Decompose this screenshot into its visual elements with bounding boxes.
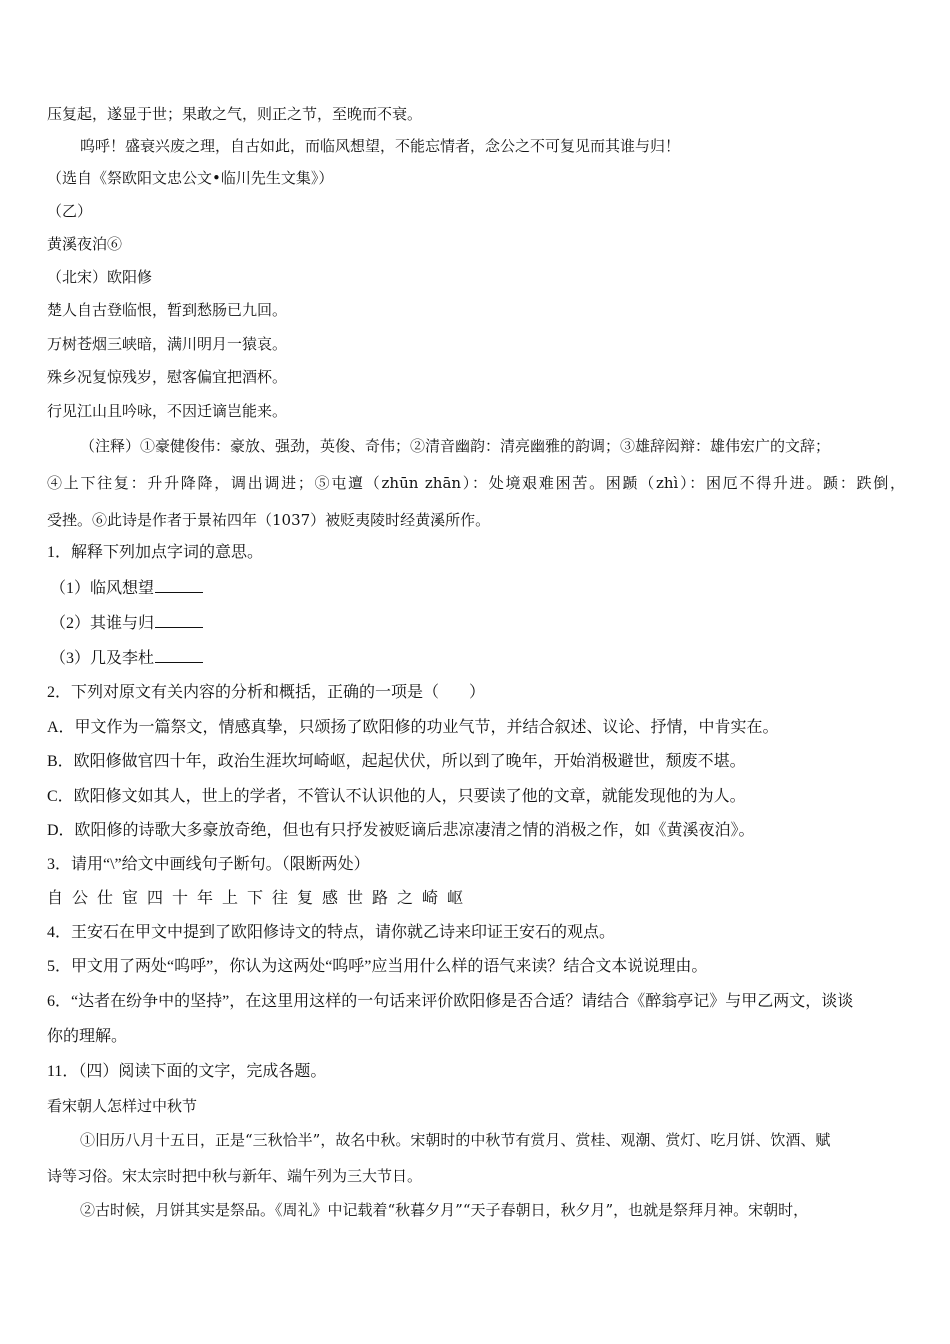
question-1-item: （2）其谁与归 [50,613,203,634]
poem-author: （北宋）欧阳修 [47,268,153,286]
passage-jia-source: （选自《祭欧阳文忠公文•临川先生文集》） [47,169,334,187]
passage-yi-label: （乙） [47,202,93,220]
article-title: 看宋朝人怎样过中秋节 [47,1097,198,1115]
poem-line: 楚人自古登临恨，暂到愁肠已九回。 [47,301,288,319]
question-6-line-1: 6．“达者在纷争中的坚持”，在这里用这样的一句话来评价欧阳修是否合适？请结合《醉翁亭记》与甲乙两文，谈谈 [47,993,854,1010]
answer-blank[interactable] [155,578,203,593]
question-2-option-d: D．欧阳修的诗歌大多豪放奇绝，但也有只抒发被贬谪后悲凉凄清之情的消极之作，如《黄溪夜泊》。 [47,822,755,839]
section-11-heading: 11．（四）阅读下面的文字，完成各题。 [47,1063,327,1080]
question-5: 5．甲文用了两处“呜呼”，你认为这两处“呜呼”应当用什么样的语气来读？结合文本说说理由。 [47,958,708,975]
question-2-option-c: C．欧阳修文如其人，世上的学者，不管认不认识他的人，只要读了他的文章，就能发现他的为人。 [47,788,746,805]
question-1: 1．解释下列加点字词的意思。 [47,544,264,561]
notes-line-1: （注释）①豪健俊伟：豪放、强劲，英俊、奇伟；②清音幽韵：清亮幽雅的韵调；③雄辞闳辩：雄伟宏广的文辞； [80,437,831,455]
poem-line: 行见江山且吟咏，不因迁谪岂能来。 [47,402,288,420]
article-p1-line-2: 诗等习俗。宋太宗时把中秋与新年、端午列为三大节日。 [47,1167,423,1185]
question-1-item: （3）几及李杜 [50,648,203,669]
question-1-item: （1）临风想望 [50,578,203,599]
passage-jia-line-1: 压复起，遂显于世；果敢之气，则正之节，至晚而不衰。 [47,105,423,123]
notes-line-3: 受挫。⑥此诗是作者于景祐四年（1037）被贬夷陵时经黄溪所作。 [47,511,491,529]
passage-jia-line-2: 呜呼！盛衰兴废之理，自古如此，而临风想望，不能忘情者，念公之不可复见而其谁与归！ [80,137,681,155]
question-3-sentence: 自公仕宦四十年上下往复感世路之崎岖 [47,890,473,907]
poem-title: 黄溪夜泊⑥ [47,235,123,253]
answer-blank[interactable] [155,648,203,663]
article-p1-line-1: ①旧历八月十五日，正是“三秋恰半”，故名中秋。宋朝时的中秋节有赏月、赏桂、观潮、赏灯、吃月饼、饮酒、赋 [80,1131,831,1149]
poem-line: 万树苍烟三峡暗，满川明月一猿哀。 [47,335,288,353]
answer-blank[interactable] [155,613,203,628]
poem-line: 殊乡况复惊残岁，慰客偏宜把酒杯。 [47,368,288,386]
question-2-option-b: B．欧阳修做官四十年，政治生涯坎坷崎岖，起起伏伏，所以到了晚年，开始消极避世，颓废不堪。 [47,753,746,770]
article-p2-line-1: ②古时候，月饼其实是祭品。《周礼》中记载着“秋暮夕月”“天子春朝日，秋夕月”，也就是祭拜月神。宋朝时， [80,1201,809,1219]
question-6-line-2: 你的理解。 [47,1028,128,1045]
question-3: 3．请用“\”给文中画线句子断句。（限断两处） [47,856,370,873]
question-4: 4．王安石在甲文中提到了欧阳修诗文的特点，请你就乙诗来印证王安石的观点。 [47,924,616,941]
question-2-option-a: A．甲文作为一篇祭文，情感真挚，只颂扬了欧阳修的功业气节，并结合叙述、议论、抒情，中肯实在。 [47,719,779,736]
question-2: 2．下列对原文有关内容的分析和概括，正确的一项是（ ） [47,684,486,701]
notes-line-2: ④上下往复：升升降降，调出调进；⑤屯邅（zhūn zhān）：处境艰难困苦。困踬（zhì）：困厄不得升进。踬：跌倒， [47,474,905,492]
